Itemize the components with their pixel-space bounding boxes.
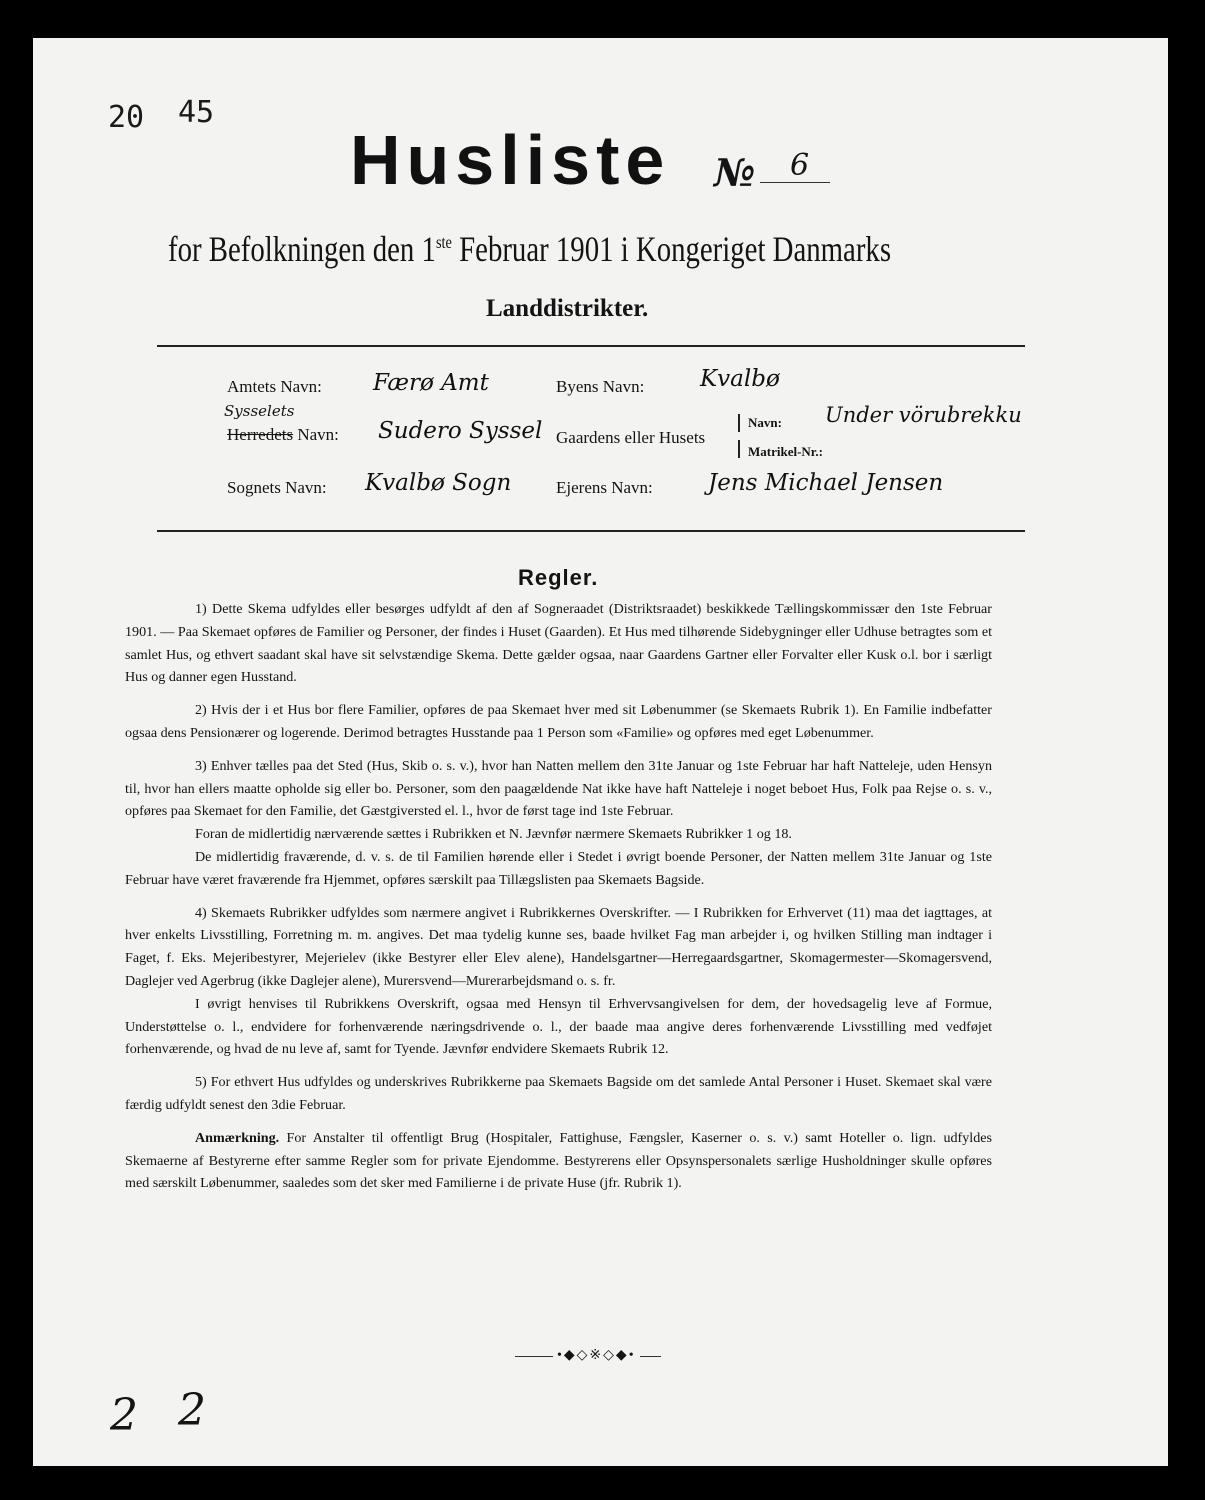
amt-label: Amtets Navn: [227,377,322,396]
rules-text [125,598,992,1205]
gaard-label: Gaardens eller Husets [556,428,706,447]
district-type: Landdistrikter. [486,295,649,322]
sogn-value: Kvalbø Sogn [365,470,512,496]
ornament: •◆◇※◇◆• [553,1347,640,1364]
subtitle: for Befolkningen den 1ste Februar 1901 i Kongeriget Danmarks [168,229,892,269]
top-rule [157,345,1025,347]
matrikel-label: Matrikel-Nr.: [748,444,823,459]
rule-3-absent: De midlertidig fraværende, d. v. s. de til Familien hørende eller i Stedet i øvrigt boende Personer, der Natten mellem 31te Januar og 1ste Februar have været fraværende fra Hjemmet, opføres særskilt paa Tillægslisten paa Skemaets Bagside. [125,848,992,888]
rule-2: 2) Hvis der i et Hus bor flere Familier, opføres de paa Skemaet hver med sit Løbenummer (se Skemaets Rubrik 1). En Familie indbefatter ogsaa dens Pensionærer og logerende. Derimod betragtes Husstande paa 1 Person som «Familie» og opføres med eget Løbenummer. [125,702,992,741]
list-number: 6 [790,148,810,183]
ejer-value: Jens Michael Jensen [708,470,944,496]
brace-bottom [738,440,740,458]
rule-5: 5) For ethvert Hus udfyldes og underskrives Rubrikkerne paa Skemaets Bagside om det samlede Antal Personer i Huset. Skemaet skal være færdig udfyldt senest den 3die Februar. [125,1074,992,1113]
bottom-number-2: 2 [178,1385,206,1436]
gaard-navn-label: Navn: [748,415,782,430]
page-title: Husliste [350,121,671,199]
rule-3-note-n: Foran de midlertidig nærværende sættes i Rubrikken et N. Jævnfør nærmere Skemaets Rubrikker 1 og 18. [195,826,792,843]
mid-rule [157,530,1025,532]
rule-1: 1) Dette Skema udfyldes eller besørges udfyldt af den af Sogneraadet (Distriktsraadet) beskikkede Tællingskommissær den 1ste Februar 1901. — Paa Skemaet opføres de Familier og Personer, der findes i Huset (Gaarden). Et Hus med tilhørende Sidebygninger eller Udhuse betragtes som et samlet Hus, og ethvert saadant skal have sit selvstændige Skema. Dette gælder ogsaa, naar Gaardens Gartner eller Forvalter eller Kusk o.l. bor i særligt Hus og danner egen Husstand. [125,601,992,686]
rule-3: 3) Enhver tælles paa det Sted (Hus, Skib o. s. v.), hvor han Natten mellem den 31te Januar og 1ste Februar har haft Natteleje, uden Hensyn til, hvor han ellers maatte opholde sig eller bo. Personer, som den paagældende Nat ikke have haft Natteleje i noget beboet Hus, Folk paa Rejse o. s. v., opføres paa Skemaet for den Familie, det Gæstgiversted el. l., hvor de først tage ind 1ste Februar. [125,757,992,820]
archive-number-1: 20 [108,100,145,135]
number-sign: № [714,150,756,195]
ejer-label: Ejerens Navn: [556,478,653,497]
herred-annotation: Sysselets [224,402,295,420]
gaard-navn-value: Under vörubrekku [825,403,1022,427]
by-label: Byens Navn: [556,377,645,396]
amt-value: Færø Amt [373,370,489,396]
sogn-label: Sognets Navn: [227,478,327,497]
brace-top [738,414,740,432]
note: Anmærkning. For Anstalter til offentligt Brug (Hospitaler, Fattighuse, Fængsler, Kaserner o. s. v.) samt Hoteller o. lign. udfyldes Skemaerne af Bestyrerne efter samme Regler som for private Ejendomme. Bestyrerens eller Opsynspersonalets særlige Husholdninger skulle opføres med særskilt Løbenummer, saaledes som det sker med Familierne i de private Huse (jfr. Rubrik 1). [125,1129,992,1192]
herred-label: Herredets Navn: [227,425,339,444]
rules-heading: Regler. [518,565,599,590]
by-value: Kvalbø [700,366,780,392]
archive-number-2: 45 [178,95,215,130]
bottom-number-1: 2 [110,1390,138,1441]
rule-4: 4) Skemaets Rubrikker udfyldes som nærmere angivet i Rubrikkernes Overskrifter. — I Rubrikken for Erhvervet (11) maa det iagttages, at hver enkelts Livsstilling, Forretning m. m. angives. Det maa tydelig kunne ses, baade hvilket Fag man arbejder i, og hvilken Stilling man indtager i Faget, f. Eks. Mejeribestyrer, Mejerielev (ikke Bestyrer eller Elev alene), Handelsgartner—Herregaardsgartner, Skomagermester—Skomagersvend, Daglejer ved Agerbrug (ikke Daglejer alene), Murersvend—Murerarbejdsmand o. s. fr. [125,904,992,989]
rule-4-more: I øvrigt henvises til Rubrikkens Overskrift, ogsaa med Hensyn til Erhvervsangivelsen for dem, der hovedsagelig leve af Formue, Understøttelse o. l., endvidere for forhenværende næringsdrivende o. l., der baade maa angive deres forhenværende Livsstilling med vedføjet forhenværende, og hvad de nu leve af, samt for Tyende. Jævnfør endvidere Skemaets Rubrik 12. [125,995,992,1058]
herred-value: Sudero Syssel [378,418,543,444]
